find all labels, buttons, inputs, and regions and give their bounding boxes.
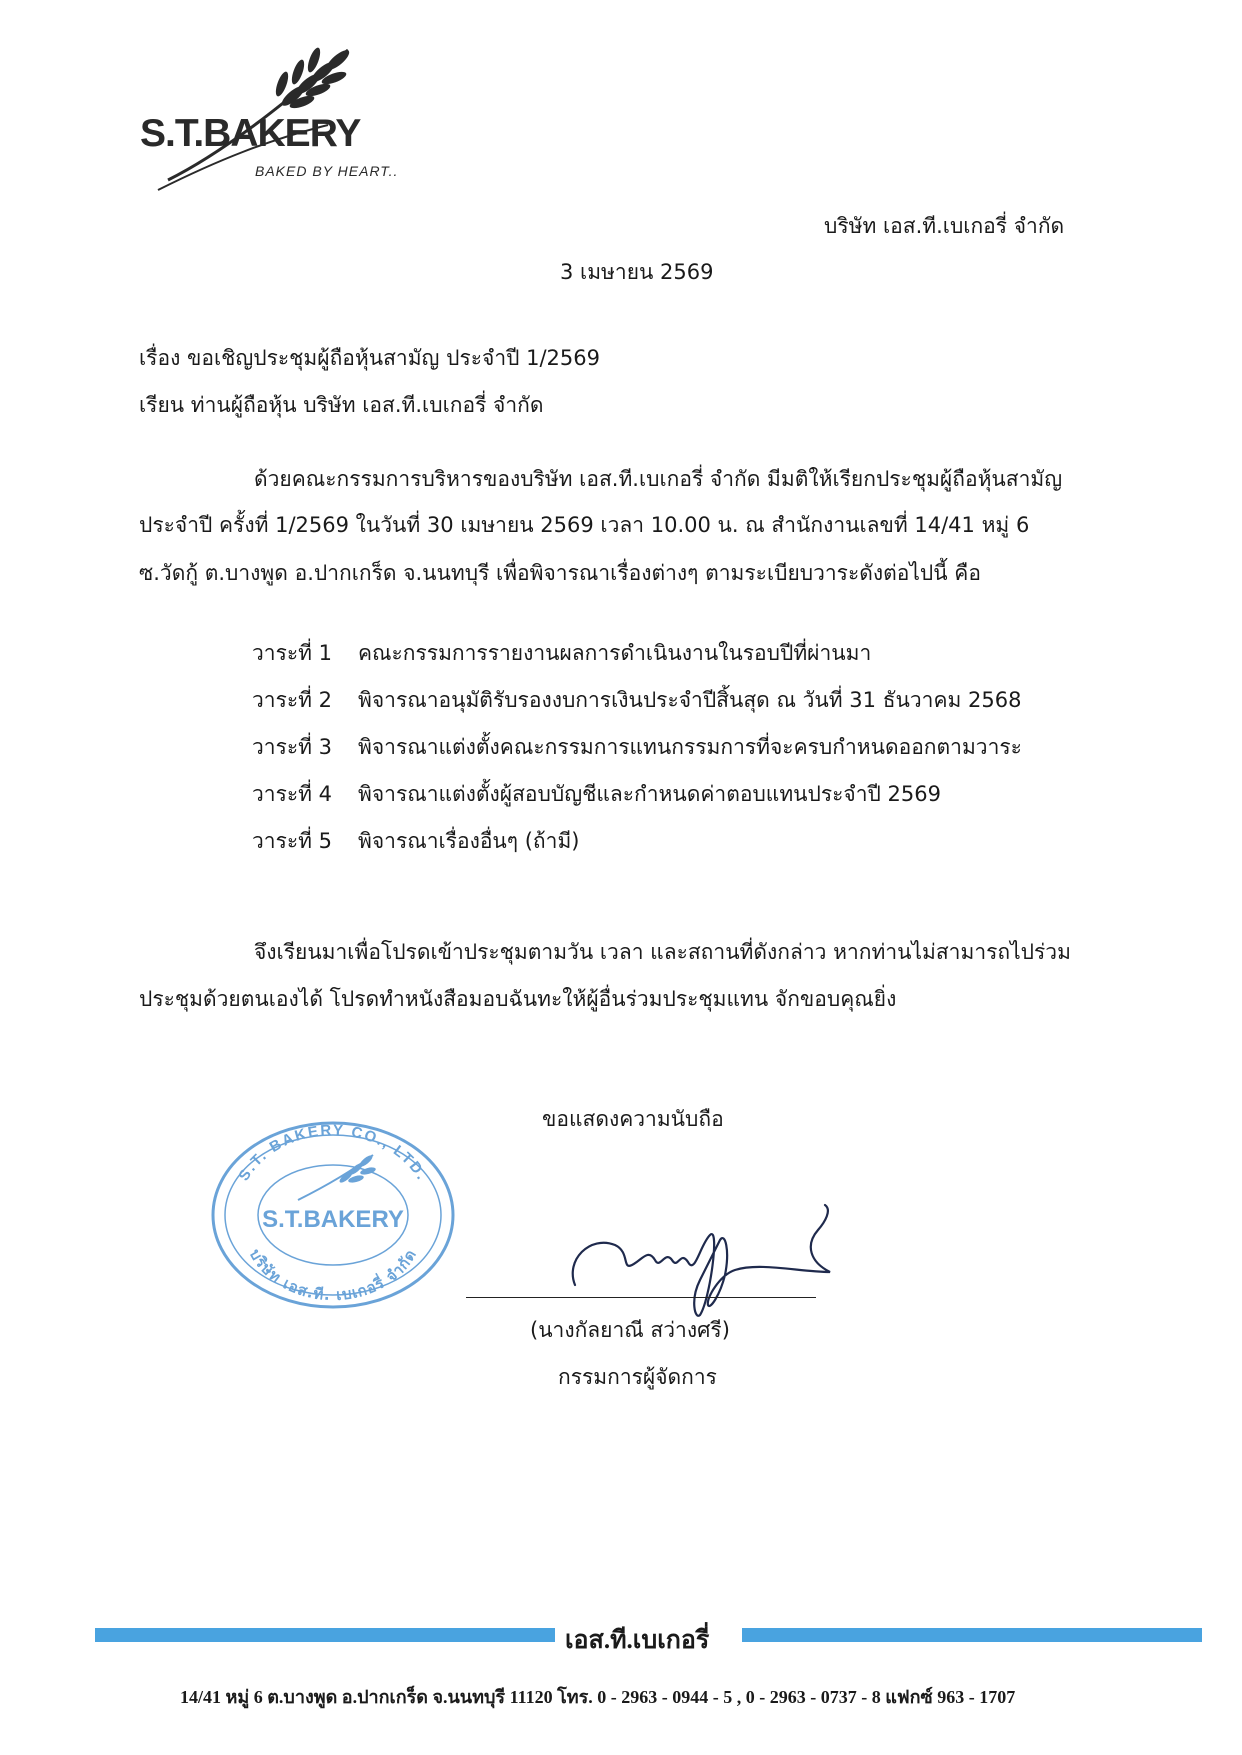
agenda-item: พิจารณาแต่งตั้งผู้สอบบัญชีและกำหนดค่าตอบแทนประจำปี 2569 [358, 782, 941, 806]
agenda-number: วาระที่ 5 [252, 829, 333, 853]
agenda-number: วาระที่ 1 [252, 641, 333, 665]
paragraph1-line2: ประจำปี ครั้งที่ 1/2569 ในวันที่ 30 เมษายน 2569 เวลา 10.00 น. ณ สำนักงานเลขที่ 14/41 หมู่ 6 [139, 513, 1030, 537]
footer-company-name: เอส.ที.เบเกอรี่ [565, 1627, 710, 1654]
svg-text:S.T. BAKERY CO., LTD. [235, 1122, 430, 1184]
paragraph2-line1: จึงเรียนมาเพื่อโปรดเข้าประชุมตามวัน เวลา และสถานที่ดังกล่าว หากท่านไม่สามารถไปร่วม [254, 940, 1071, 964]
signature [560, 1190, 860, 1320]
logo-wordmark: S.T.BAKERY [140, 112, 361, 155]
company-name: บริษัท เอส.ที.เบเกอรี่ จำกัด [824, 214, 1065, 238]
footer-bar-right [742, 1628, 1202, 1642]
stamp-ring-bottom: บริษัท เอส.ที. เบเกอรี่ จำกัด [245, 1245, 421, 1305]
agenda-number: วาระที่ 2 [252, 688, 333, 712]
signature-line [466, 1297, 816, 1298]
agenda-number: วาระที่ 3 [252, 735, 333, 759]
stamp-ring-top: S.T. BAKERY CO., LTD. [235, 1121, 431, 1185]
paragraph1-line1: ด้วยคณะกรรมการบริหารของบริษัท เอส.ที.เบเกอรี่ จำกัด มีมติให้เรียกประชุมผู้ถือหุ้นสามัญ [254, 467, 1063, 491]
agenda-item: พิจารณาเรื่องอื่นๆ (ถ้ามี) [358, 829, 580, 853]
company-stamp [208, 1115, 458, 1310]
paragraph2-line2: ประชุมด้วยตนเองได้ โปรดทำหนังสือมอบฉันทะให้ผู้อื่นร่วมประชุมแทน จักขอบคุณยิ่ง [139, 987, 897, 1011]
footer-address: 14/41 หมู่ 6 ต.บางพูด อ.ปากเกร็ด จ.นนทบุรี 11120 โทร. 0 - 2963 - 0944 - 5 , 0 - 2963 - 0737 - 8 แฟกซ์ 963 - 1707 [180, 1687, 1016, 1707]
letter-date: 3 เมษายน 2569 [560, 260, 714, 284]
letter-recipient: เรียน ท่านผู้ถือหุ้น บริษัท เอส.ที.เบเกอรี่ จำกัด [139, 393, 544, 417]
signer-title: กรรมการผู้จัดการ [558, 1365, 717, 1389]
letter-subject: เรื่อง ขอเชิญประชุมผู้ถือหุ้นสามัญ ประจำปี 1/2569 [139, 346, 600, 370]
agenda-item: พิจารณาอนุมัติรับรองงบการเงินประจำปีสิ้นสุด ณ วันที่ 31 ธันวาคม 2568 [358, 688, 1022, 712]
agenda-item: พิจารณาแต่งตั้งคณะกรรมการแทนกรรมการที่จะครบกำหนดออกตามวาระ [358, 735, 1022, 759]
closing: ขอแสดงความนับถือ [542, 1107, 724, 1131]
agenda-number: วาระที่ 4 [252, 782, 333, 806]
stamp-center-text: S.T.BAKERY [262, 1206, 404, 1233]
signer-name: (นางกัลยาณี สว่างศรี) [530, 1318, 730, 1342]
logo-tagline: BAKED BY HEART.. [255, 163, 399, 179]
paragraph1-line3: ซ.วัดกู้ ต.บางพูด อ.ปากเกร็ด จ.นนทบุรี เพื่อพิจารณาเรื่องต่างๆ ตามระเบียบวาระดังต่อไปนี้ คือ [139, 561, 981, 585]
agenda-item: คณะกรรมการรายงานผลการดำเนินงานในรอบปีที่ผ่านมา [358, 641, 872, 665]
footer-bar-left [95, 1628, 555, 1642]
